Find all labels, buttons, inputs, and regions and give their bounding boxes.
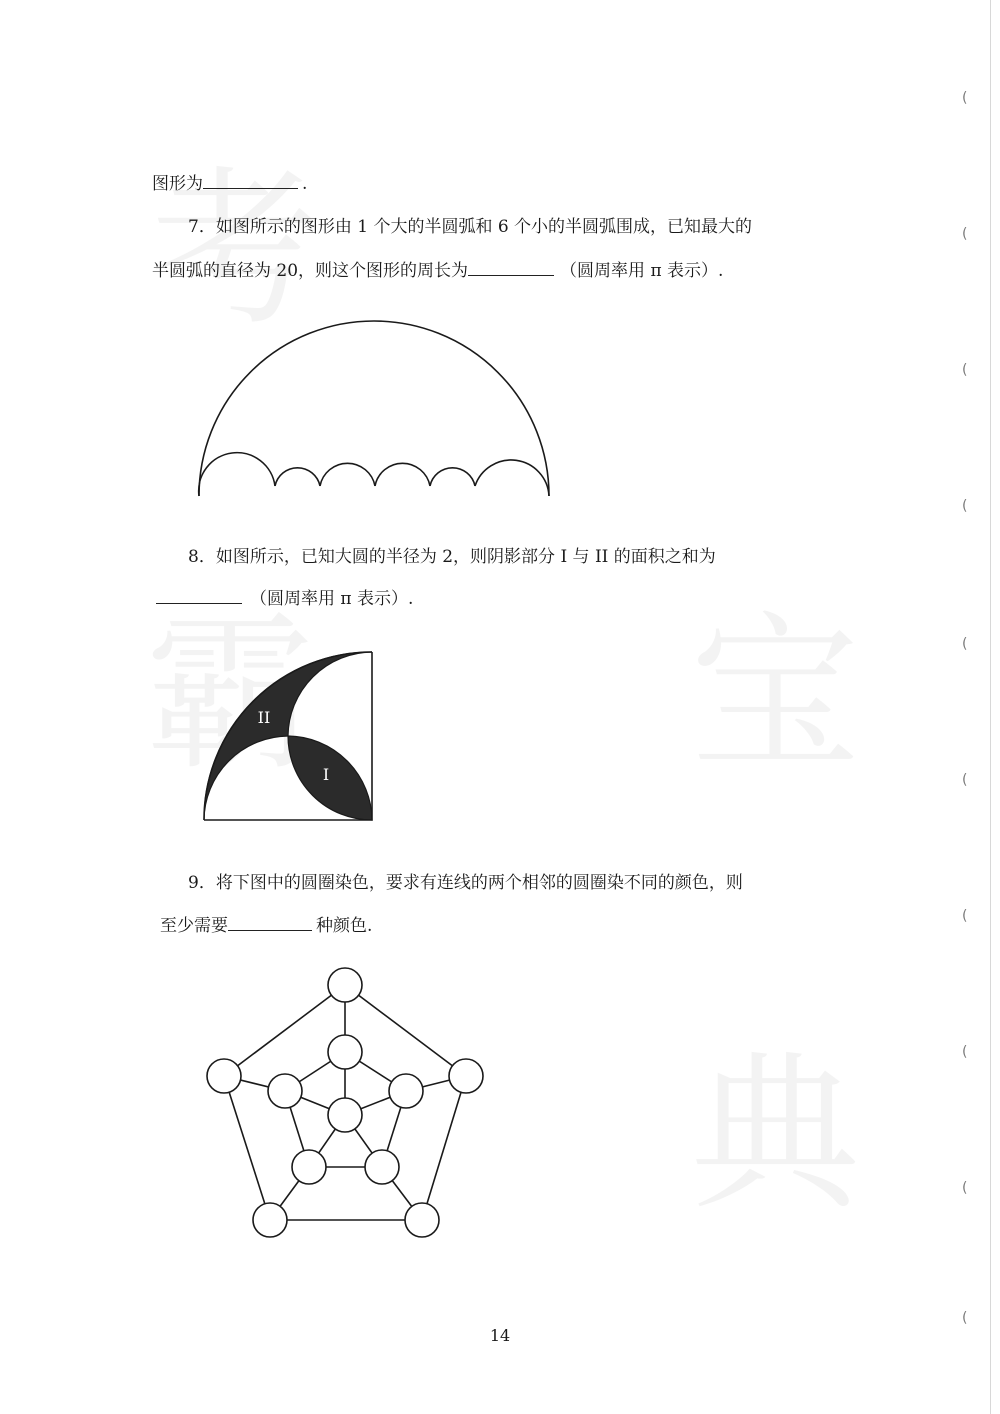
q7-line-1: 7．如图所示的图形由 1 个大的半圆弧和 6 个小的半圆弧围成，已知最大的 <box>188 217 753 237</box>
watermark-bao <box>690 610 860 780</box>
binding-mark: ( <box>962 1180 968 1196</box>
graph-node <box>449 1059 483 1093</box>
q7-small-arc-6 <box>475 460 549 496</box>
binding-mark: ( <box>962 362 968 378</box>
page-number: 14 <box>489 1326 511 1345</box>
answer-blank-8[interactable] <box>156 585 242 604</box>
binding-margin <box>962 0 982 1414</box>
q7-small-arc-3 <box>320 463 375 486</box>
graph-node <box>389 1074 423 1108</box>
binding-mark: ( <box>962 772 968 788</box>
q7-text-before-blank: 半圆弧的直径为 20，则这个图形的周长为 <box>152 261 469 281</box>
previous-question-fragment <box>152 170 307 195</box>
page-edge <box>990 0 991 1414</box>
q7-text-after-blank: （圆周率用 π 表示）. <box>560 261 724 281</box>
graph-node <box>268 1074 302 1108</box>
q7-line-2 <box>152 257 723 282</box>
answer-blank-6[interactable] <box>203 170 298 189</box>
q8-line-2 <box>156 585 413 610</box>
binding-mark: ( <box>962 498 968 514</box>
q9-text-before-blank: 至少需要 <box>160 916 228 936</box>
graph-node <box>328 968 362 1002</box>
graph-node <box>328 1098 362 1132</box>
graph-node <box>207 1059 241 1093</box>
binding-mark: ( <box>962 1044 968 1060</box>
q7-small-arc-4 <box>375 463 430 486</box>
q7-large-semicircle <box>199 321 549 496</box>
q7-semicircle-figure <box>190 315 560 505</box>
q7-small-arc-1 <box>199 453 275 496</box>
binding-mark: ( <box>962 908 968 924</box>
graph-node <box>253 1203 287 1237</box>
q9-line-2 <box>160 912 372 937</box>
q7-small-arc-5 <box>430 468 475 486</box>
q9-graph-figure <box>195 960 495 1250</box>
q8-quarter-circle-figure <box>195 640 385 830</box>
watermark-dian <box>690 1050 860 1220</box>
binding-mark: ( <box>962 90 968 106</box>
graph-node <box>365 1150 399 1184</box>
graph-node <box>292 1150 326 1184</box>
q9-line-1: 9．将下图中的圆圈染色，要求有连线的两个相邻的圆圈染不同的颜色，则 <box>188 873 743 893</box>
binding-mark: ( <box>962 1310 968 1326</box>
q8-line-1: 8．如图所示，已知大圆的半径为 2，则阴影部分 I 与 II 的面积之和为 <box>188 547 716 567</box>
q8-label-II: II <box>257 708 271 727</box>
graph-node <box>405 1203 439 1237</box>
answer-blank-9[interactable] <box>228 912 312 931</box>
fragment-text: 图形为 <box>152 174 203 194</box>
graph-node <box>328 1035 362 1069</box>
q8-label-I: I <box>322 765 330 784</box>
q7-small-arc-2 <box>275 468 320 486</box>
binding-mark: ( <box>962 636 968 652</box>
q8-shaded-region-I <box>288 736 372 820</box>
answer-blank-7[interactable] <box>468 257 554 276</box>
fragment-end: . <box>302 174 308 194</box>
q8-text-after-blank: （圆周率用 π 表示）. <box>250 589 414 609</box>
binding-mark: ( <box>962 226 968 242</box>
q9-text-after-blank: 种颜色. <box>316 916 373 936</box>
